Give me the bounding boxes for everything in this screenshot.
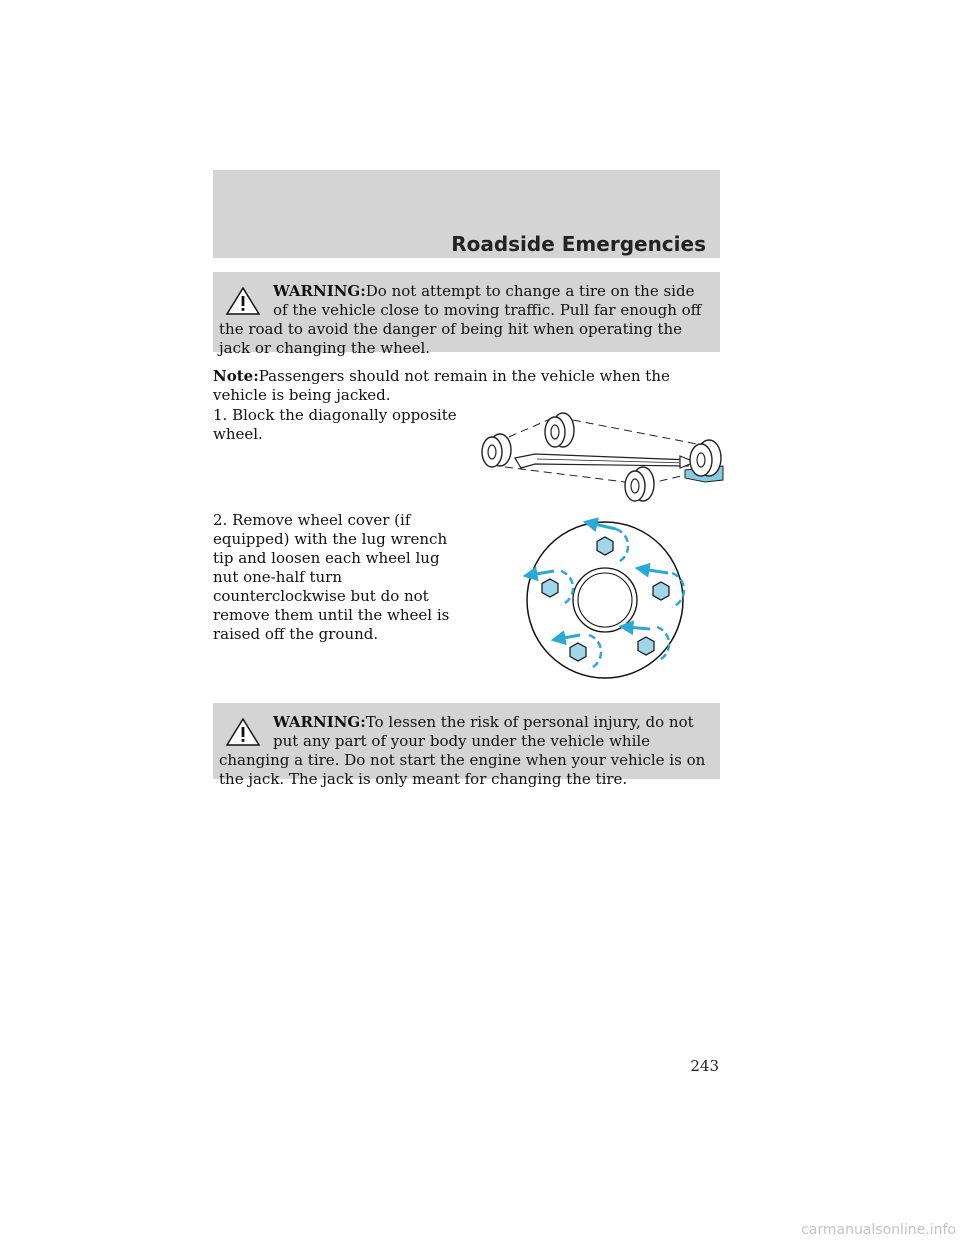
watermark: carmanualsonline.info: [801, 1222, 956, 1238]
warning-lead: WARNING:: [273, 713, 366, 731]
page-number: 243: [690, 1057, 719, 1075]
warning-lead: WARNING:: [273, 282, 366, 300]
lug-nut-diagram: [520, 515, 690, 685]
note-lead: Note:: [213, 367, 259, 385]
section-title: Roadside Emergencies: [451, 232, 706, 256]
warning-box-traffic: [213, 272, 720, 357]
note-text: Passengers should not remain in the vehicle when the vehicle is being jacked.: [213, 367, 670, 404]
warning-text: To lessen the risk of personal injury, do not put any part of your body under the vehicle while changing a tire. Do not start the engine when your vehicle is on the jack. The jack is only meant for changing the tire.: [219, 713, 706, 788]
header-band: [213, 170, 720, 258]
axle-diagram: [475, 402, 725, 508]
warning-box-jack: [213, 703, 720, 788]
step-2: 2. Remove wheel cover (if equipped) with the lug wrench tip and loosen each wheel lug nut one-half turn counterclockwise but do not remove them until the wheel is raised off the ground.: [213, 511, 450, 643]
warning-triangle-icon: [225, 286, 261, 316]
warning-text: Do not attempt to change a tire on the side of the vehicle close to moving traffic. Pull far enough off the road to avoid the danger of being hit when operating the jack or changing the wheel.: [219, 282, 702, 357]
warning-triangle-icon: [225, 717, 261, 747]
note-paragraph: [213, 367, 723, 405]
step-1: 1. Block the diagonally opposite wheel.: [213, 406, 457, 443]
